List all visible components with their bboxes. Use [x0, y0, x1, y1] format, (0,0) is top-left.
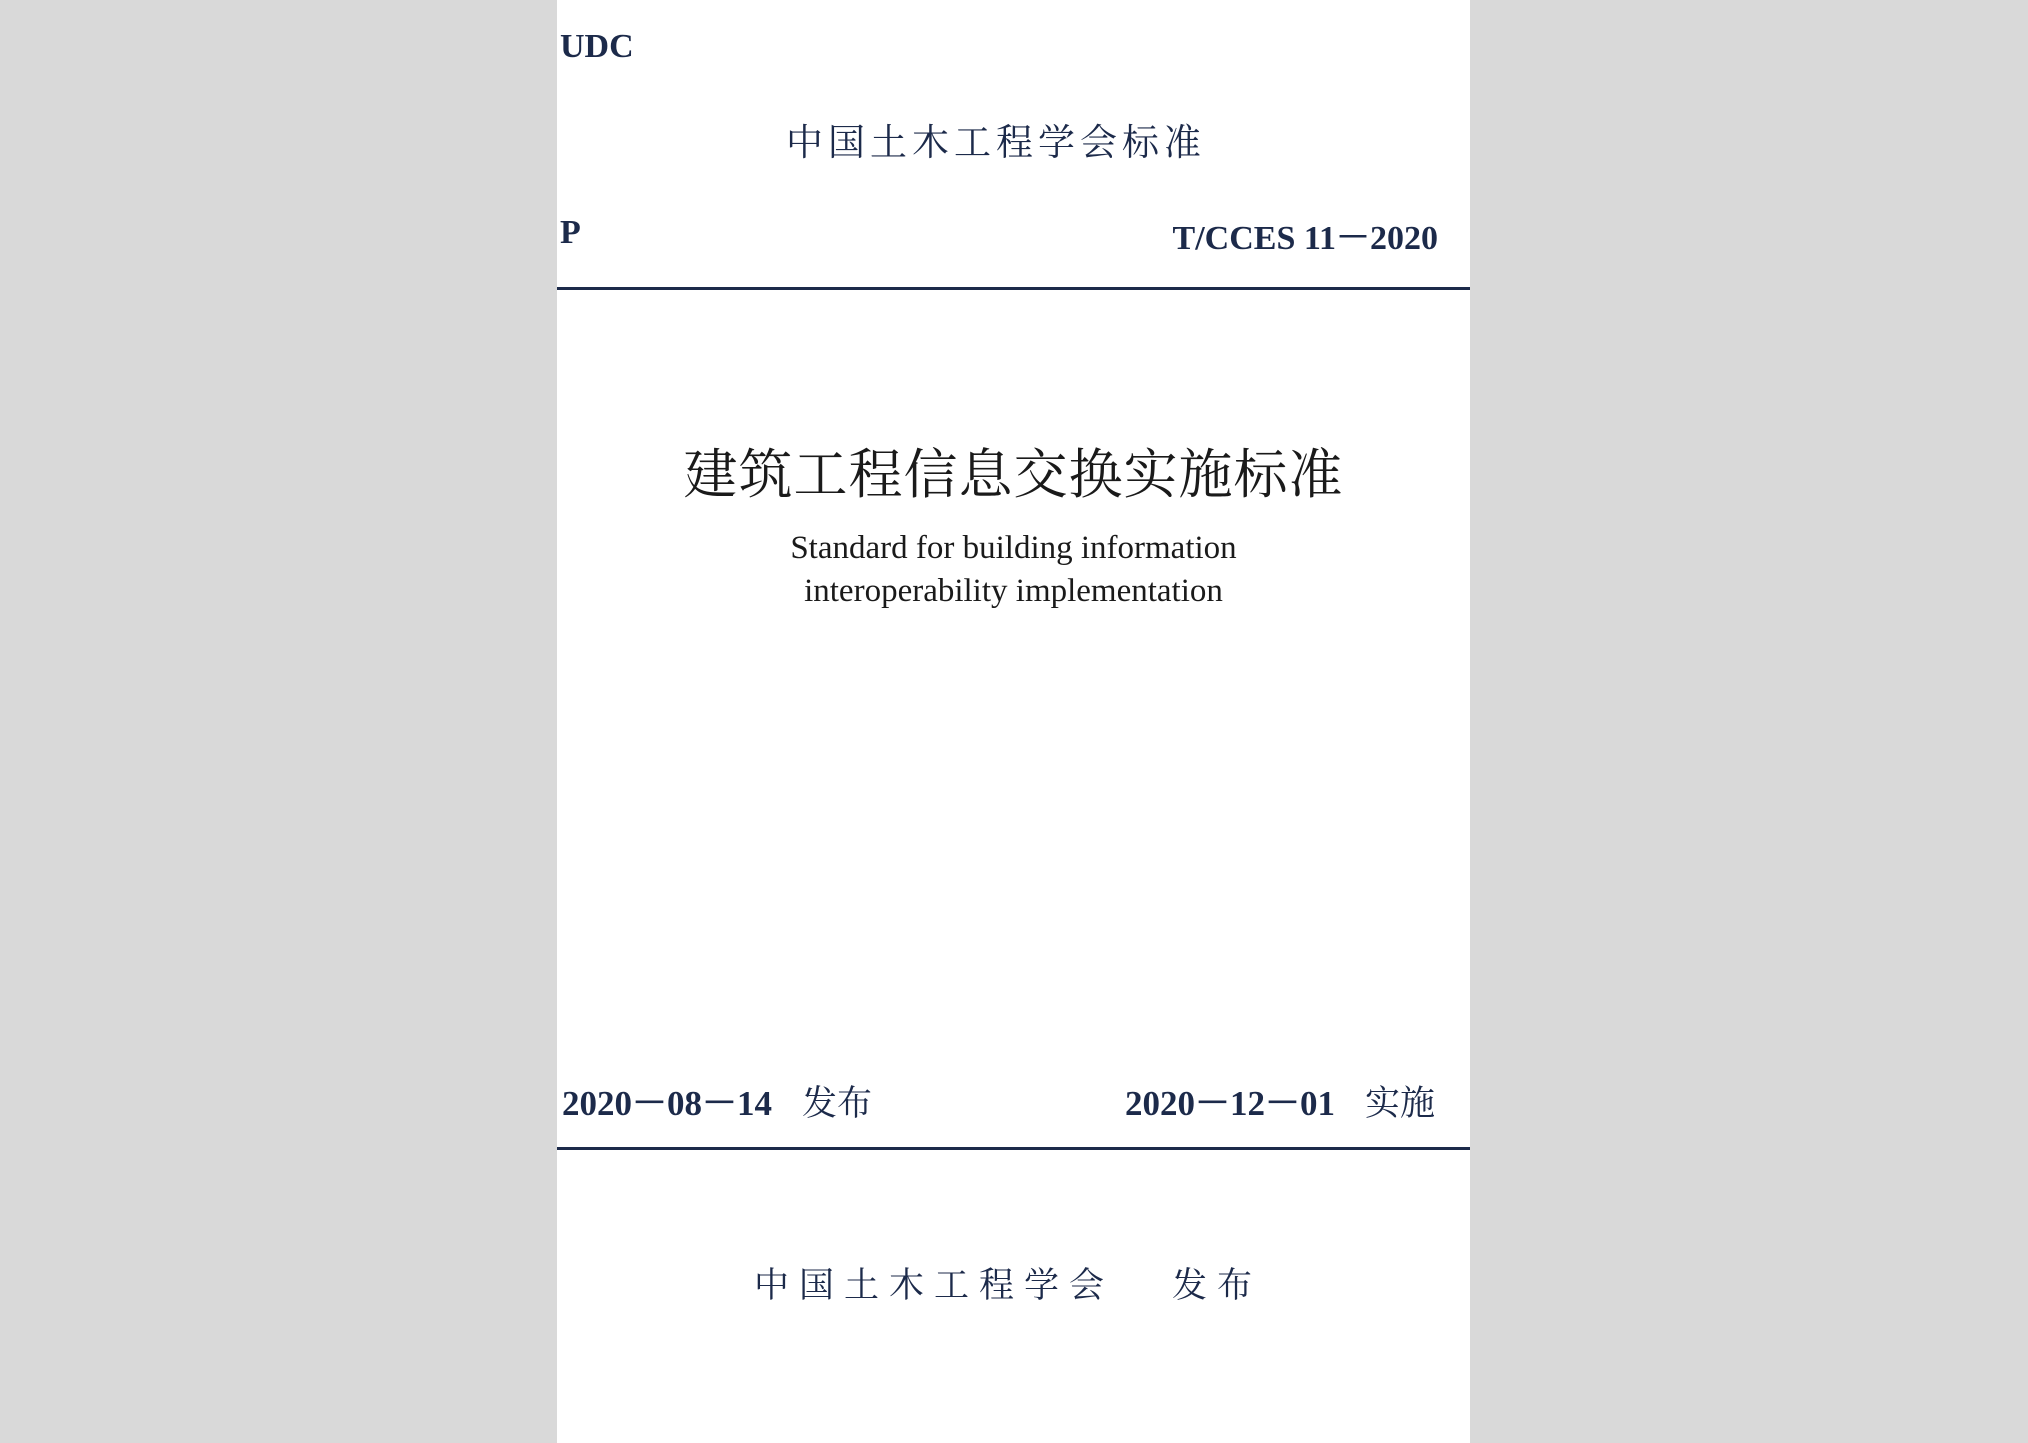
title-english-line2: interoperability implementation	[804, 573, 1223, 609]
publisher-action: 发布	[1172, 1266, 1263, 1306]
udc-label: UDC	[560, 28, 634, 65]
effective-date: 2020－12－01	[1124, 1084, 1335, 1123]
title-english-line1: Standard for building information	[790, 530, 1237, 566]
top-divider	[557, 287, 1470, 290]
effective-label: 实施	[1364, 1084, 1435, 1124]
standard-number: T/CCES 11－2020	[1172, 220, 1438, 257]
publisher-name: 中国土木工程学会	[754, 1266, 1115, 1306]
issue-date-block	[562, 1076, 872, 1126]
effective-date-block	[1125, 1076, 1435, 1126]
bottom-divider	[557, 1147, 1470, 1150]
title-chinese: 建筑工程信息交换实施标准	[683, 443, 1344, 506]
issue-date: 2020－08－14	[562, 1084, 773, 1123]
issue-label: 发布	[802, 1084, 873, 1124]
society-standard-heading: 中国土木工程学会标准	[786, 121, 1206, 164]
classification-code: P	[560, 214, 581, 251]
document-page	[557, 0, 1470, 1443]
